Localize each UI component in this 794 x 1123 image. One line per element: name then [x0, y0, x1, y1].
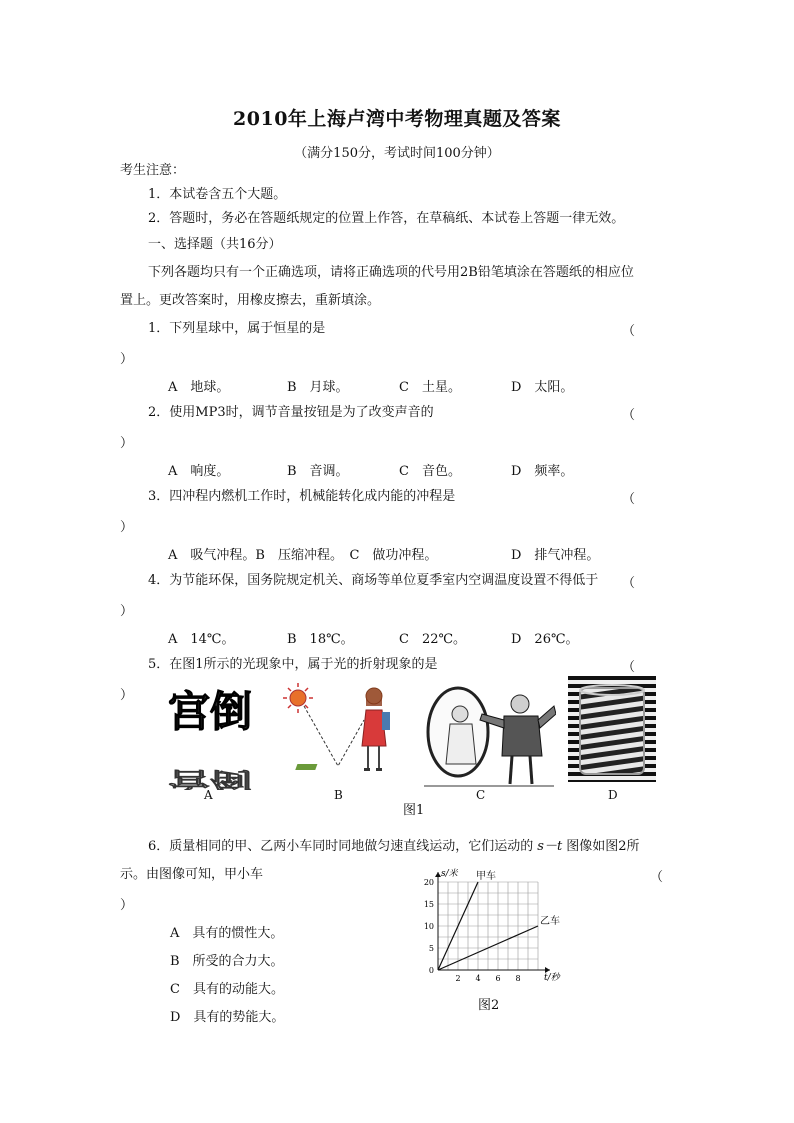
question-2-option-a: A 响度。: [168, 464, 230, 479]
figure1-label-d: D: [608, 788, 618, 802]
answer-paren-open: （: [622, 576, 636, 591]
question-2-option-b: B 音调。: [287, 464, 349, 479]
question-3-option-d: D 排气冲程。: [511, 548, 600, 563]
answer-paren-open: （: [622, 408, 636, 423]
question-6-option-d: D 具有的势能大。: [170, 1010, 285, 1025]
section-heading: 一、选择题（共16分）: [148, 237, 282, 252]
figure2-chart: [418, 862, 588, 1002]
x-tick-label: 8: [515, 974, 521, 983]
question-3-options-abc: A 吸气冲程。B 压缩冲程。 C 做功冲程。: [168, 548, 438, 563]
answer-paren-open: （: [622, 660, 636, 675]
page-title: 2010年上海卢湾中考物理真题及答案: [233, 108, 561, 130]
x-tick-label: 2: [455, 974, 461, 983]
figure1-panel-c: [420, 684, 556, 790]
answer-paren-close: ）: [120, 436, 134, 451]
answer-paren-close: ）: [120, 352, 134, 367]
question-4-option-c: C 22℃。: [399, 632, 467, 647]
answer-paren-close: ）: [120, 688, 134, 703]
question-1-option-d: D 太阳。: [511, 380, 574, 395]
figure1-panel-a: [148, 678, 266, 790]
question-4-option-d: D 26℃。: [511, 632, 579, 647]
answer-paren-open: （: [622, 492, 636, 507]
answer-paren-close: ）: [120, 520, 134, 535]
sun-icon: [283, 683, 313, 713]
figure1-label-b: B: [334, 788, 343, 802]
question-6-stem-text: 6．质量相同的甲、乙两小车同时同地做匀速直线运动，它们运动的: [148, 839, 534, 854]
y-tick-label: 10: [423, 922, 434, 931]
question-6-stem-text-end: 图像如图2所: [566, 839, 640, 854]
glass-of-water: [580, 685, 644, 774]
question-6-stem-line2: 示。由图像可知，甲小车: [120, 867, 264, 882]
man-figure: [480, 695, 556, 784]
series-label-yi: 乙车: [540, 916, 560, 927]
y-tick-label: 20: [423, 878, 434, 887]
answer-paren-open: （: [650, 870, 664, 885]
question-6-option-b: B 所受的合力大。: [170, 954, 284, 969]
question-4-stem: 4．为节能环保，国务院规定机关、商场等单位夏季室内空调温度设置不得低于: [148, 573, 599, 588]
reflected-word-top: 宫倒: [167, 687, 253, 736]
answer-paren-open: （: [622, 324, 636, 339]
figure1-label-a: A: [204, 788, 213, 802]
st-symbol: s－t: [537, 839, 563, 854]
question-2-option-c: C 音色。: [399, 464, 461, 479]
question-6-option-c: C 具有的动能大。: [170, 982, 284, 997]
y-tick-label: 5: [428, 944, 434, 953]
series-label-jia: 甲车: [476, 871, 496, 882]
figure1-panel-d: [568, 676, 656, 782]
page-subtitle: （满分150分，考试时间100分钟）: [294, 146, 500, 161]
y-axis-label: s/米: [441, 869, 458, 879]
answer-paren-close: ）: [120, 898, 134, 913]
figure1-label-c: C: [476, 788, 486, 802]
x-axis-label: t/秒: [544, 973, 560, 983]
notice-item-2: 2．答题时，务必在答题纸规定的位置上作答，在草稿纸、本试卷上答题一律无效。: [148, 211, 625, 226]
figure1-panel-b: [278, 680, 406, 790]
section-instruction-line1: 下列各题均只有一个正确选项，请将正确选项的代号用2B铅笔填涂在答题纸的相应位: [148, 265, 634, 280]
question-1-stem: 1．下列星球中，属于恒星的是: [148, 321, 326, 336]
origin-label: 0: [428, 966, 434, 975]
girl-figure: [362, 688, 390, 771]
question-3-stem: 3．四冲程内燃机工作时，机械能转化成内能的冲程是: [148, 489, 456, 504]
figure1-caption: 图1: [403, 803, 425, 818]
reflected-word-bottom: 宫倒: [168, 766, 252, 790]
question-6-stem-line1: [148, 838, 639, 856]
figure2-svg: [418, 862, 588, 1002]
question-5-stem: 5．在图1所示的光现象中，属于光的折射现象的是: [148, 657, 438, 672]
x-tick-label: 6: [495, 974, 501, 983]
notice-item-1: 1．本试卷含五个大题。: [148, 187, 287, 202]
question-6-option-a: A 具有的惯性大。: [170, 926, 284, 941]
question-1-option-b: B 月球。: [287, 380, 349, 395]
question-2-option-d: D 频率。: [511, 464, 574, 479]
question-1-option-a: A 地球。: [168, 380, 230, 395]
section-instruction-line2: 置上。更改答案时，用橡皮擦去，重新填涂。: [120, 293, 381, 308]
figure2-caption: 图2: [478, 998, 500, 1013]
notice-heading: 考生注意：: [120, 163, 186, 178]
question-1-option-c: C 土星。: [399, 380, 461, 395]
x-tick-label: 4: [475, 974, 481, 983]
question-2-stem: 2．使用MP3时，调节音量按钮是为了改变声音的: [148, 405, 434, 420]
y-tick-label: 15: [423, 900, 434, 909]
answer-paren-close: ）: [120, 604, 134, 619]
question-4-option-b: B 18℃。: [287, 632, 354, 647]
question-4-option-a: A 14℃。: [168, 632, 235, 647]
